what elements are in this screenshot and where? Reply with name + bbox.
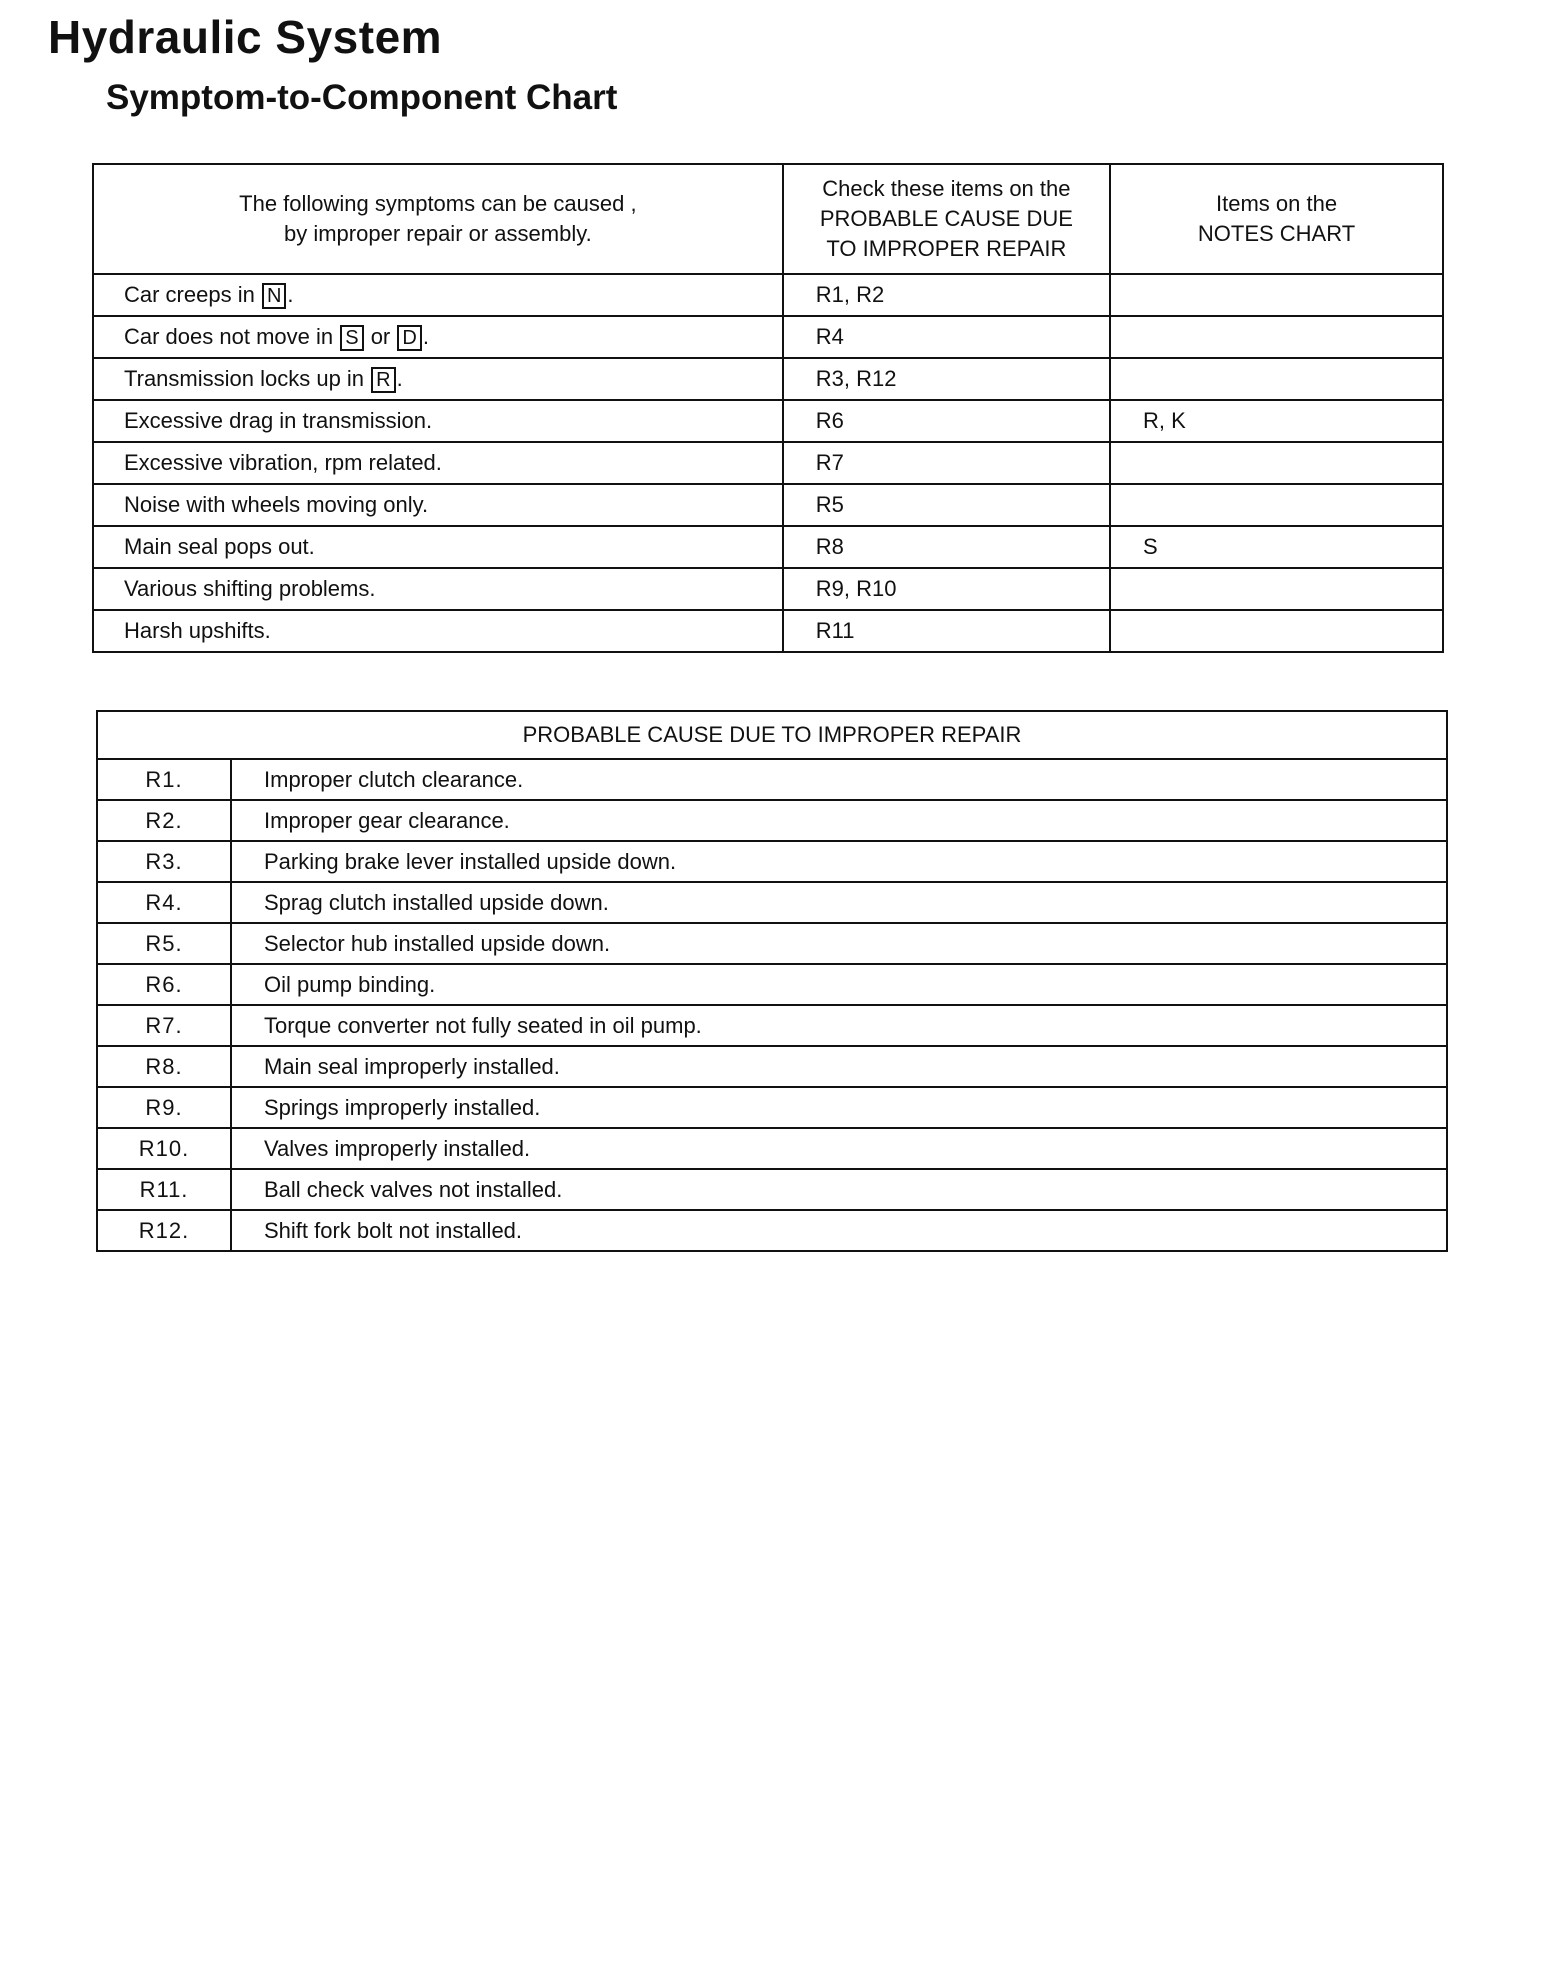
symptom-cell <box>93 274 783 316</box>
cause-row <box>97 841 1447 882</box>
symptom-text: Car does not move in <box>124 323 340 349</box>
cause-description: Improper gear clearance. <box>231 800 1447 841</box>
cause-table-title: PROBABLE CAUSE DUE TO IMPROPER REPAIR <box>97 711 1447 759</box>
cause-description: Sprag clutch installed upside down. <box>231 882 1447 923</box>
notes-cell <box>1110 358 1443 400</box>
symptom-text: Car creeps in <box>124 281 261 307</box>
cause-code: R4. <box>97 882 231 923</box>
causes-cell: R4 <box>783 316 1110 358</box>
symptom-table <box>92 163 1444 653</box>
symptom-cell <box>93 526 783 568</box>
notes-column-header <box>1110 164 1443 274</box>
symptom-cell <box>93 400 783 442</box>
gear-position-box: D <box>397 325 421 351</box>
gear-position-box: R <box>371 367 395 393</box>
cause-code: R11. <box>97 1169 231 1210</box>
cause-row <box>97 759 1447 800</box>
symptom-text: Excessive drag in transmission. <box>124 408 433 433</box>
notes-cell <box>1110 442 1443 484</box>
cause-description: Selector hub installed upside down. <box>231 923 1447 964</box>
cause-row <box>97 1046 1447 1087</box>
notes-cell <box>1110 274 1443 316</box>
cause-row <box>97 923 1447 964</box>
symptom-row <box>93 610 1443 652</box>
cause-row <box>97 964 1447 1005</box>
cause-description: Valves improperly installed. <box>231 1128 1447 1169</box>
cause-row <box>97 1005 1447 1046</box>
symptom-text: . <box>287 281 294 307</box>
causes-column-header <box>783 164 1110 274</box>
causes-header-line: Check these items on the <box>822 176 1071 201</box>
cause-row <box>97 1169 1447 1210</box>
symptom-text: Various shifting problems. <box>124 576 376 601</box>
cause-code: R3. <box>97 841 231 882</box>
cause-row <box>97 1087 1447 1128</box>
causes-cell: R9, R10 <box>783 568 1110 610</box>
cause-description: Torque converter not fully seated in oil pump. <box>231 1005 1447 1046</box>
cause-row <box>97 800 1447 841</box>
symptom-row <box>93 484 1443 526</box>
causes-cell: R1, R2 <box>783 274 1110 316</box>
notes-cell: S <box>1110 526 1443 568</box>
causes-cell: R5 <box>783 484 1110 526</box>
causes-cell: R11 <box>783 610 1110 652</box>
symptom-row <box>93 274 1443 316</box>
causes-header-line: TO IMPROPER REPAIR <box>826 236 1067 261</box>
symptom-row <box>93 316 1443 358</box>
notes-cell <box>1110 610 1443 652</box>
symptom-text: Noise with wheels moving only. <box>124 492 429 517</box>
symptom-cell <box>93 568 783 610</box>
cause-table-body <box>97 759 1447 1251</box>
gear-position-box: N <box>262 283 286 309</box>
cause-description: Springs improperly installed. <box>231 1087 1447 1128</box>
cause-code: R9. <box>97 1087 231 1128</box>
symptom-table-header-row <box>93 164 1443 274</box>
symptom-cell <box>93 484 783 526</box>
symptom-row <box>93 568 1443 610</box>
symptom-text: or <box>364 323 397 349</box>
cause-code: R8. <box>97 1046 231 1087</box>
notes-cell <box>1110 316 1443 358</box>
notes-cell: R, K <box>1110 400 1443 442</box>
page-subtitle: Symptom-to-Component Chart <box>106 78 618 117</box>
cause-row <box>97 1210 1447 1251</box>
symptom-header-line: The following symptoms can be caused , <box>239 191 637 216</box>
symptom-text: Harsh upshifts. <box>124 618 271 643</box>
causes-cell: R7 <box>783 442 1110 484</box>
cause-description: Improper clutch clearance. <box>231 759 1447 800</box>
symptom-row <box>93 442 1443 484</box>
cause-code: R12. <box>97 1210 231 1251</box>
cause-code: R10. <box>97 1128 231 1169</box>
cause-description: Parking brake lever installed upside down. <box>231 841 1447 882</box>
notes-header-line: Items on the <box>1215 191 1338 216</box>
symptom-cell <box>93 442 783 484</box>
notes-cell <box>1110 568 1443 610</box>
causes-cell: R8 <box>783 526 1110 568</box>
symptom-text: Transmission locks up in <box>124 365 371 391</box>
causes-cell: R3, R12 <box>783 358 1110 400</box>
cause-code: R7. <box>97 1005 231 1046</box>
causes-cell: R6 <box>783 400 1110 442</box>
symptom-cell <box>93 316 783 358</box>
symptom-column-header <box>93 164 783 274</box>
symptom-row <box>93 526 1443 568</box>
symptom-table-body <box>93 274 1443 652</box>
symptom-row <box>93 400 1443 442</box>
page-title: Hydraulic System <box>48 11 443 63</box>
cause-code: R2. <box>97 800 231 841</box>
cause-code: R1. <box>97 759 231 800</box>
cause-row <box>97 1128 1447 1169</box>
cause-description: Shift fork bolt not installed. <box>231 1210 1447 1251</box>
symptom-text: . <box>422 323 429 349</box>
cause-table-header-row <box>97 711 1447 759</box>
causes-header-line: PROBABLE CAUSE DUE <box>819 206 1073 231</box>
cause-description: Ball check valves not installed. <box>231 1169 1447 1210</box>
symptom-cell <box>93 358 783 400</box>
symptom-text: . <box>396 365 403 391</box>
cause-code: R5. <box>97 923 231 964</box>
cause-code: R6. <box>97 964 231 1005</box>
notes-header-line: NOTES CHART <box>1197 221 1356 246</box>
symptom-cell <box>93 610 783 652</box>
symptom-text: Excessive vibration, rpm related. <box>124 450 442 475</box>
cause-description: Main seal improperly installed. <box>231 1046 1447 1087</box>
symptom-row <box>93 358 1443 400</box>
symptom-text: Main seal pops out. <box>124 534 315 559</box>
symptom-header-line: by improper repair or assembly. <box>284 221 592 246</box>
cause-row <box>97 882 1447 923</box>
notes-cell <box>1110 484 1443 526</box>
gear-position-box: S <box>340 325 363 351</box>
cause-description: Oil pump binding. <box>231 964 1447 1005</box>
cause-table <box>96 710 1448 1252</box>
